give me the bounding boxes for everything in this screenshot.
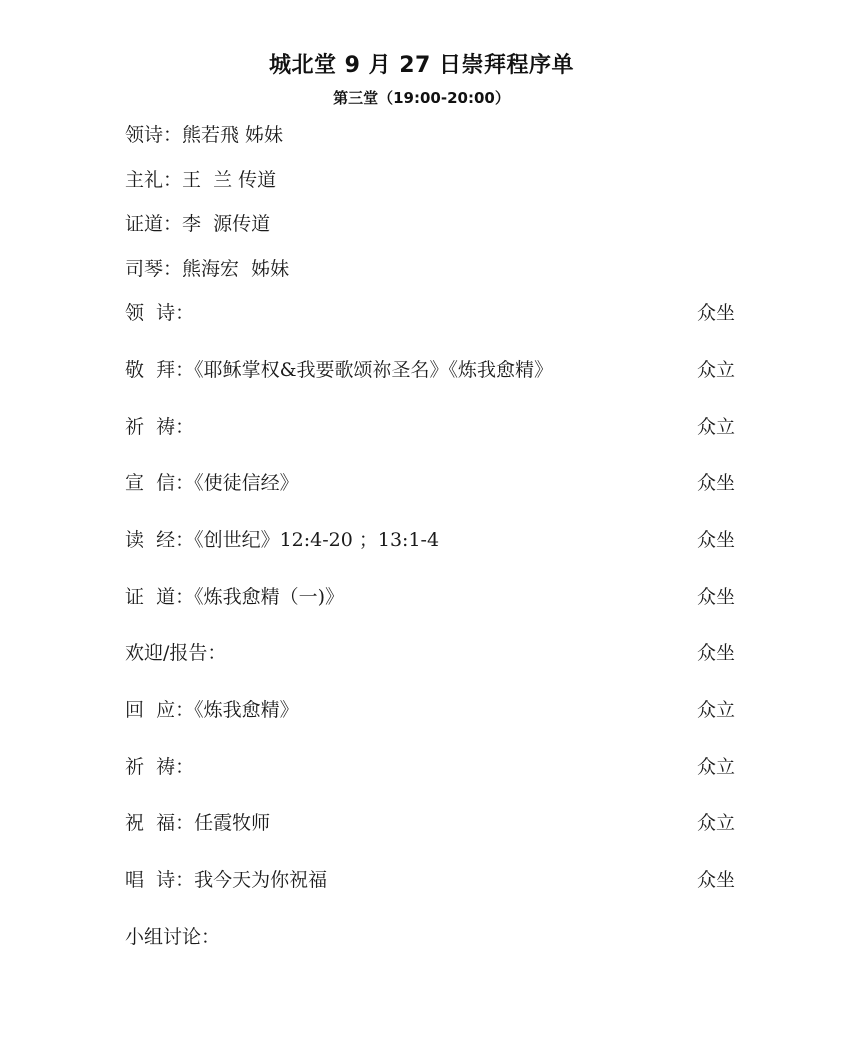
program-row (125, 582, 735, 610)
posture-label: 众坐 (696, 642, 735, 664)
posture-label: 众立 (696, 812, 735, 834)
staff-line-presider: 主礼：王 兰 传道 (125, 169, 277, 191)
program-row (125, 638, 735, 666)
program-row (125, 752, 735, 780)
program-row (125, 922, 735, 950)
service-subtitle: 第三堂（19:00-20:00） (333, 89, 510, 107)
posture-label: 众坐 (696, 586, 735, 608)
posture-label: 众坐 (696, 472, 735, 494)
program-row (125, 525, 735, 553)
posture-label: 众坐 (696, 529, 735, 551)
staff-line-pianist: 司琴：熊海宏 姊妹 (125, 258, 290, 280)
posture-label: 众立 (696, 359, 735, 381)
program-row (125, 355, 735, 383)
program-row (125, 865, 735, 893)
program-row (125, 412, 735, 440)
program-item: 祈 祷： (125, 756, 195, 778)
document-title: 城北堂 9 月 27 日崇拜程序单 (268, 53, 575, 78)
program-item: 领 诗： (125, 302, 195, 324)
program-item: 证 道：《炼我愈精（一)》 (125, 586, 344, 608)
program-item: 祈 祷： (125, 416, 195, 438)
program-row (125, 468, 735, 496)
program-item: 回 应：《炼我愈精》 (125, 699, 299, 721)
posture-label: 众坐 (696, 302, 735, 324)
staff-line-worship-leader: 领诗：熊若飛 姊妹 (125, 124, 284, 146)
program-item: 小组讨论： (125, 926, 221, 948)
program-item: 宣 信：《使徒信经》 (125, 472, 299, 494)
program-row (125, 298, 735, 326)
program-item: 唱 诗：我今天为你祝福 (125, 869, 328, 891)
program-item: 祝 福：任霞牧师 (125, 812, 271, 834)
program-item: 敬 拜：《耶稣掌权&我要歌颂祢圣名》《炼我愈精》 (125, 359, 553, 381)
posture-label: 众立 (696, 416, 735, 438)
program-row (125, 808, 735, 836)
program-item: 欢迎/报告： (125, 642, 227, 664)
program-row (125, 695, 735, 723)
staff-line-preacher: 证道：李 源传道 (125, 213, 271, 235)
posture-label: 众坐 (696, 869, 735, 891)
posture-label: 众立 (696, 756, 735, 778)
program-item: 读 经：《创世纪》12:4-20 ；13:1-4 (125, 529, 440, 551)
posture-label: 众立 (696, 699, 735, 721)
